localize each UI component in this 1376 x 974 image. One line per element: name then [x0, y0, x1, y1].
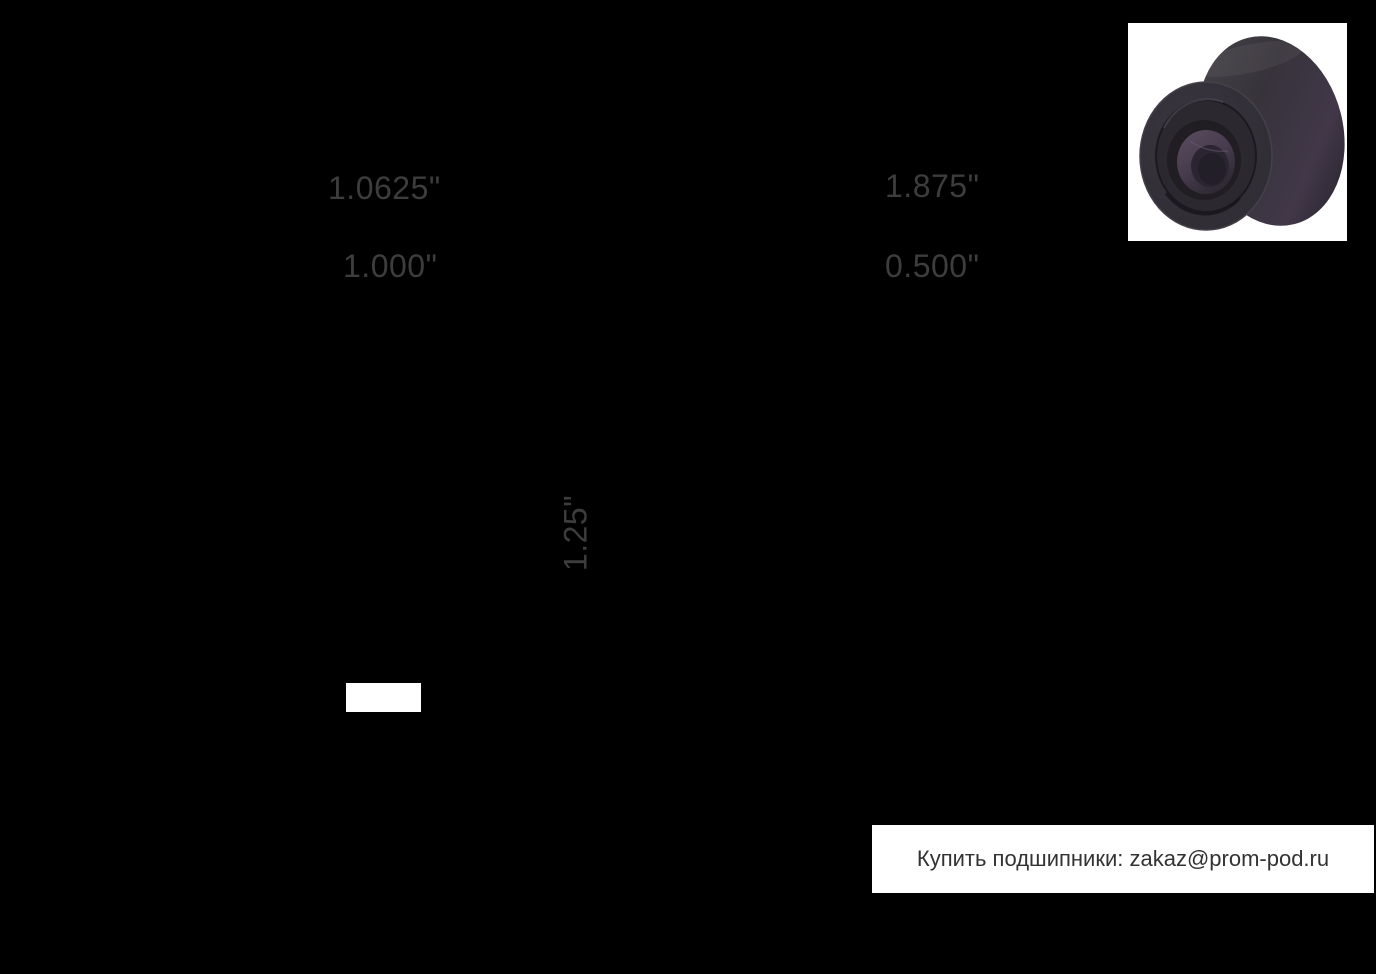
contact-banner-text: Купить подшипники: zakaz@prom-pod.ru: [916, 846, 1330, 871]
dimension-label-top-left: 1.0625": [328, 170, 441, 206]
blank-label-box: [346, 683, 421, 712]
product-photo: [1128, 23, 1347, 241]
dimension-label-bottom-right: 0.500": [885, 248, 980, 284]
dimension-label-top-right: 1.875": [885, 168, 980, 204]
bearing-image: [1128, 23, 1347, 241]
dimension-label-width-vertical: 1.25": [557, 494, 594, 572]
dimension-label-bottom-left: 1.000": [343, 248, 438, 284]
contact-banner[interactable]: [872, 825, 1374, 893]
